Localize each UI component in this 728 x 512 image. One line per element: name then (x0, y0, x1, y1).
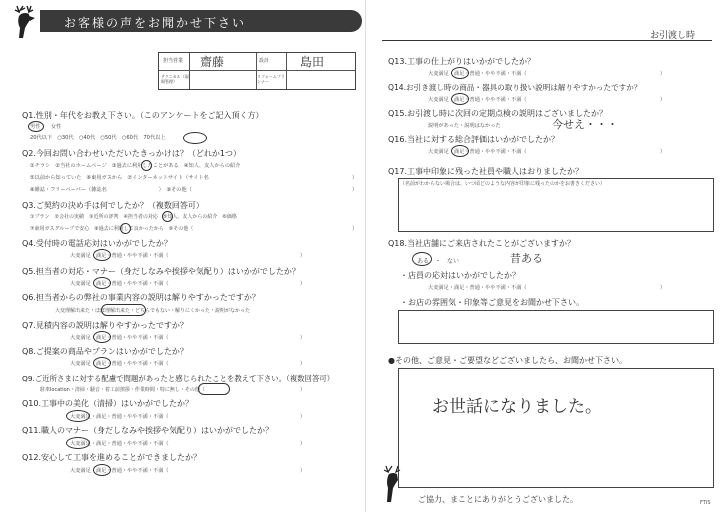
q16-title: Q16.当社に対する総合評価はいかがでしたか？ (388, 135, 560, 144)
q8-answer-circle (93, 357, 111, 369)
q4-scale: 大変満足・満足・普通・やや不満・不満（ (70, 253, 169, 259)
deer-footer-icon (378, 462, 408, 506)
q12-scale: 大変満足・満足・普通・やや不満・不満（ (70, 468, 169, 474)
q11-title: Q11.職人のマナー（身だしなみや挨拶や気配り）はいかがでしたか？ (22, 426, 274, 435)
header-decoration (62, 13, 257, 29)
q3-line2: ⑦東用ガスグループで安心 ⑧過去に利用して良かったから ⑨その他（ (30, 226, 194, 232)
q18-handwriting: 昔ある (510, 252, 543, 265)
q3-title: Q3.ご契約の決め手は何でしたか？（複数回答可） (22, 201, 204, 210)
q9-answer-circle (198, 383, 230, 395)
q10-close: ） (300, 414, 306, 420)
q1-ages: 20代以下 ○30代 ○40代 ○50代 ○60代 70代以上 (30, 135, 166, 141)
q16-scale: 大変満足・満足・普通・やや不満・不満（ (428, 149, 527, 155)
q5-close: ） (300, 281, 306, 287)
staff-q-scale: 大変満足・満足・普通・やや不満・不満（ (428, 285, 527, 291)
q8-scale: 大変満足・満足・普通・やや不満・不満（ (70, 361, 169, 367)
q2-line2-close: ） (352, 175, 358, 181)
q12-answer-circle (93, 464, 111, 476)
q1-gender-circle (28, 121, 44, 132)
q13-close: ） (660, 71, 666, 77)
q16-answer-circle (451, 145, 469, 157)
q17-title: Q17.工事中印象に残った社員や職人はおりましたか？ (388, 167, 584, 176)
q12-close: ） (300, 468, 306, 474)
q4-answer-circle (93, 249, 111, 261)
q7-close: ） (300, 335, 306, 341)
other-answer-box[interactable] (398, 368, 714, 488)
q14-answer-circle (451, 93, 469, 105)
q6-scale: 大変理解出来た・ほぼ理解出来た・どちらでもない・解りにくかった・説明がなかった (55, 308, 250, 314)
q11-answer-circle (66, 437, 90, 449)
q3-answer-circle-2 (120, 223, 131, 234)
q12-title: Q12.安心して工事を進めることができましたか？ (22, 453, 202, 462)
q5-title: Q5.担当者の対応・マナー（身だしなみや挨拶や気配り）はいかがでしたか？ (22, 267, 300, 276)
q13-title: Q13.工事の仕上がりはいかがでしたか？ (388, 57, 536, 66)
q16-close: ） (660, 149, 666, 155)
tech-label: テクニカル（現場管理） (161, 74, 189, 84)
q5-scale: 大変満足・満足・普通・やや不満・不満（ (70, 281, 169, 287)
q2-line2: ⑤以前から知っていた ⑥東用ガスから ⑦インターネットサイト（サイト名 (30, 175, 209, 181)
design-label: 設計 (259, 58, 270, 64)
q17-note: （名前がわからない場合は、いつ頃どのような内容が印象に残ったのかをお書きください） (400, 181, 606, 187)
staff-q-close: ） (660, 285, 666, 291)
right-header-title: お引渡し時 (650, 31, 696, 41)
other-handwriting: お世話になりました。 (432, 397, 602, 417)
reform-label: リフォームプランナー (257, 74, 285, 84)
q15-title: Q15.お引渡し時に次回の定期点検の説明はございましたか？ (388, 109, 608, 118)
q8-title: Q8.ご提案の商品やプランはいかがでしたか？ (22, 347, 188, 356)
q13-scale: 大変満足・満足・普通・やや不満・不満（ (428, 71, 527, 77)
q2-line3: ⑧雑誌・フリーペーパー（雑誌名 ） ⑨その他（ (30, 187, 192, 193)
q10-scale: 大変満足・満足・普通・やや不満・不満（ (70, 414, 169, 420)
q5-answer-circle (93, 277, 111, 289)
shop-q-answer-box[interactable] (398, 310, 714, 344)
q14-scale: 大変満足・満足・普通・やや不満・不満（ (428, 97, 527, 103)
shop-q-title: ・お店の雰囲気・印象等ご意見をお聞かせ下さい。 (400, 298, 584, 307)
q14-title: Q14.お引き渡し時の商品・器具の取り扱い説明は解りやすかったですか？ (388, 83, 642, 92)
page-fold (365, 0, 366, 512)
q18-title: Q18.当社店舗にご来店されたことがございますか？ (388, 239, 576, 248)
q18-answer-circle (412, 252, 432, 266)
form-code: FTIS (700, 500, 711, 506)
q14-close: ） (660, 97, 666, 103)
q9-scale: 駐車location・清掃・騒音・着工前挨拶・作業時間・特に無し・その他（ (40, 387, 205, 393)
q4-close: ） (300, 253, 306, 259)
sales-label: 担当営業 (163, 58, 184, 64)
q3-line2-close: ） (352, 226, 358, 232)
q2-line3-close: ） (352, 187, 358, 193)
q11-close: ） (300, 441, 306, 447)
q9-title: Q9.ご近所さまに対する配慮で問題があったと感じられたことを教えて下さい。（複数回答可） (22, 374, 335, 383)
q10-title: Q10.工事中の美化（清掃）はいかがでしたか？ (22, 399, 194, 408)
q8-close: ） (300, 361, 306, 367)
q6-answer-circle (101, 304, 146, 316)
q7-scale: 大変満足・満足・普通・やや不満・不満（ (70, 335, 169, 341)
header-title: お客様の声をお聞かせ下さい (64, 16, 247, 30)
q11-scale: 大変満足・満足・普通・やや不満・不満（ (70, 441, 169, 447)
q15-handwriting: 今せえ・・・ (552, 118, 618, 131)
staff-box (158, 52, 356, 90)
q17-answer-box[interactable] (398, 178, 714, 232)
q13-answer-circle (451, 67, 469, 79)
q2-line1: ①チラシ ②当社のホームページ ③過去に利用したことがある ④知人、友人からの紹介 (30, 163, 241, 169)
q6-title: Q6.担当者からの弊社の事業内容の説明は解りやすかったですか？ (22, 293, 260, 302)
q4-title: Q4.受付時の電話応対はいかがでしたか？ (22, 239, 172, 248)
staff-q-title: ・店員の応対はいかがでしたか？ (400, 271, 520, 280)
q3-answer-circle-1 (162, 211, 173, 222)
other-title: ●その他、ご意見・ご要望などございましたら、お聞かせ下さい。 (388, 356, 627, 365)
design-name: 島田 (300, 55, 325, 69)
q9-close: ） (300, 387, 306, 393)
q18-options: ある ・ ない (417, 258, 460, 265)
sales-name: 齋藤 (200, 55, 225, 69)
q1-age-circle (183, 132, 207, 144)
q2-title: Q2.今回お問い合わせいただいたきっかけは？（どれか1つ） (22, 149, 242, 158)
q1-title: Q1.性別・年代をお教え下さい。（このアンケートをご記入頂く方） (22, 111, 264, 120)
q7-answer-circle (93, 331, 111, 343)
q15-scale: 説明があった・説明はなかった (428, 123, 501, 129)
q3-line1: ①プラン ②会社の実績 ③近所の評判 ④担当者の対応 ⑤知人、友人からの紹介 ⑥価格 (30, 214, 237, 220)
q2-answer-circle (141, 160, 152, 171)
q1-gender: 男性 女性 (30, 124, 62, 130)
q10-answer-circle (66, 410, 90, 422)
q7-title: Q7.見積内容の説明は解りやすかったですか？ (22, 321, 188, 330)
thanks-text: ご協力、まことにありがとうございました。 (418, 495, 578, 504)
